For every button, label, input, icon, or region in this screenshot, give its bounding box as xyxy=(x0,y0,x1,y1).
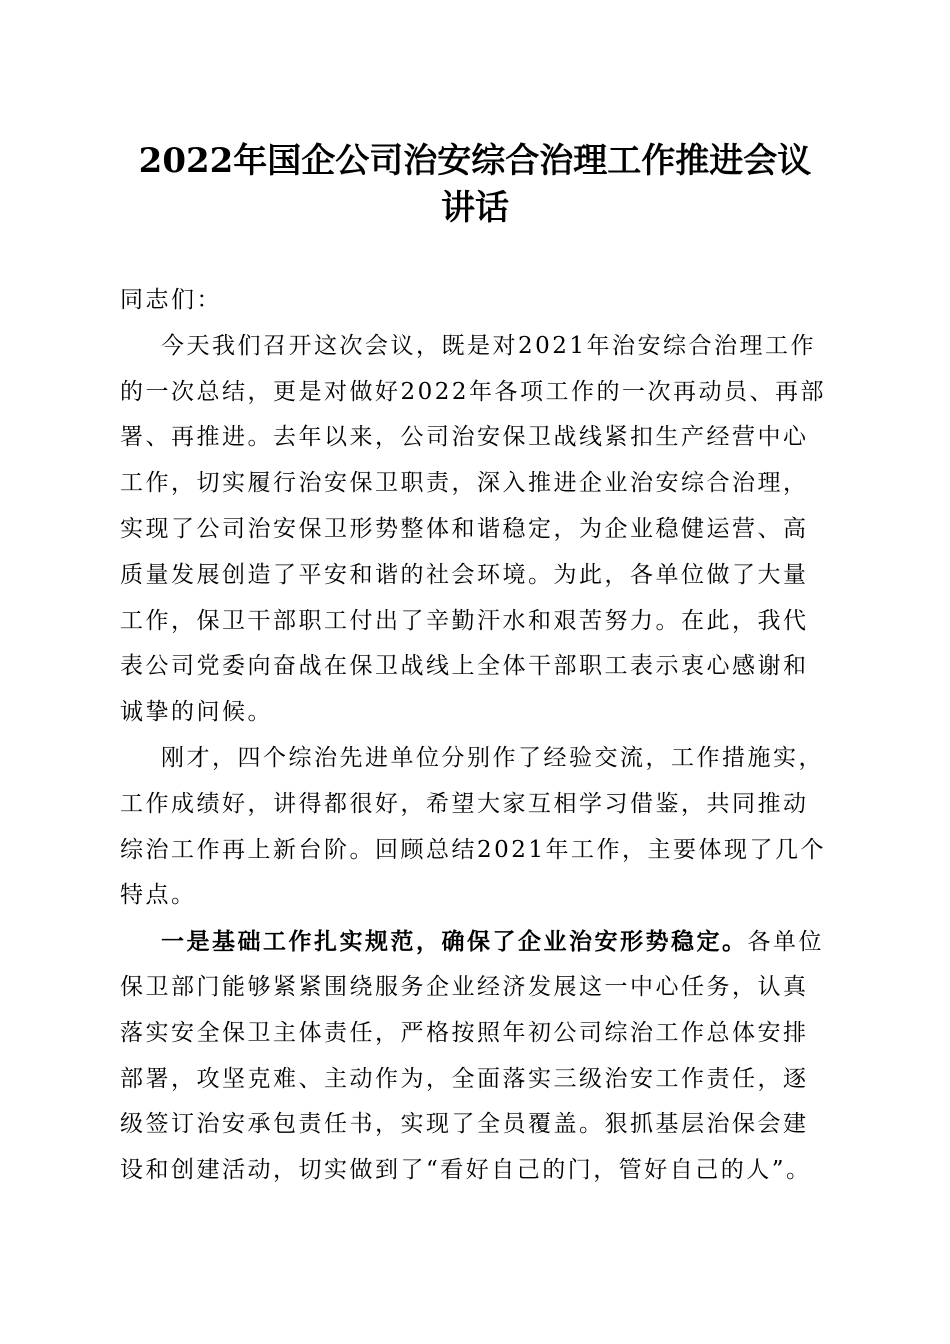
document-title-line-2: 讲话 xyxy=(441,188,509,228)
paragraph-2-line: 特点。 xyxy=(120,882,197,909)
paragraph-1-line: 实现了公司治安保卫形势整体和谐稳定，为企业稳健运营、高 xyxy=(120,515,809,542)
paragraph-1-line: 工作，切实履行治安保卫职责，深入推进企业治安综合治理， xyxy=(120,470,809,497)
paragraph-1-line: 质量发展创造了平安和谐的社会环境。为此，各单位做了大量 xyxy=(120,561,809,588)
paragraph-3-line: 保卫部门能够紧紧围绕服务企业经济发展这一中心任务，认真 xyxy=(120,973,809,1000)
paragraph-3-line: 级签订治安承包责任书，实现了全员覆盖。狠抓基层治保会建 xyxy=(120,1111,809,1138)
paragraph-2 xyxy=(120,736,840,919)
paragraph-3 xyxy=(120,919,840,1194)
paragraph-1-line: 表公司党委向奋战在保卫战线上全体干部职工表示衷心感谢和 xyxy=(120,653,809,680)
document-title-line-1: 2022年国企公司治安综合治理工作推进会议 xyxy=(138,141,812,181)
paragraph-3-heading: 一是基础工作扎实规范，确保了企业治安形势稳定。 xyxy=(161,928,748,956)
paragraph-1 xyxy=(120,324,840,736)
paragraph-3-first-line-rest: 各单位 xyxy=(747,929,824,956)
paragraph-1-line: 工作，保卫干部职工付出了辛勤汗水和艰苦努力。在此，我代 xyxy=(120,607,809,634)
paragraph-3-first-line xyxy=(120,919,840,965)
paragraph-1-line: 的一次总结，更是对做好2022年各项工作的一次再动员、再部 xyxy=(120,378,827,405)
paragraph-1-line: 今天我们召开这次会议，既是对2021年治安综合治理工作 xyxy=(161,332,817,359)
paragraph-3-line: 落实安全保卫主体责任，严格按照年初公司综治工作总体安排 xyxy=(120,1019,809,1046)
document-body xyxy=(120,278,840,1194)
paragraph-2-line: 综治工作再上新台阶。回顾总结2021年工作，主要体现了几个 xyxy=(120,836,827,863)
paragraph-3-line: 部署，攻坚克难、主动作为，全面落实三级治安工作责任，逐 xyxy=(120,1065,809,1092)
paragraph-1-line: 署、再推进。去年以来，公司治安保卫战线紧扣生产经营中心 xyxy=(120,424,809,451)
paragraph-2-line: 工作成绩好，讲得都很好，希望大家互相学习借鉴，共同推动 xyxy=(120,790,809,817)
salutation: 同志们： xyxy=(120,287,222,313)
paragraph-2-line: 刚才，四个综治先进单位分别作了经验交流，工作措施实， xyxy=(161,744,824,771)
paragraph-1-line: 诚挚的问候。 xyxy=(120,699,273,726)
paragraph-3-line: 设和创建活动，切实做到了“看好自己的门，管好自己的人”。 xyxy=(120,1157,812,1184)
